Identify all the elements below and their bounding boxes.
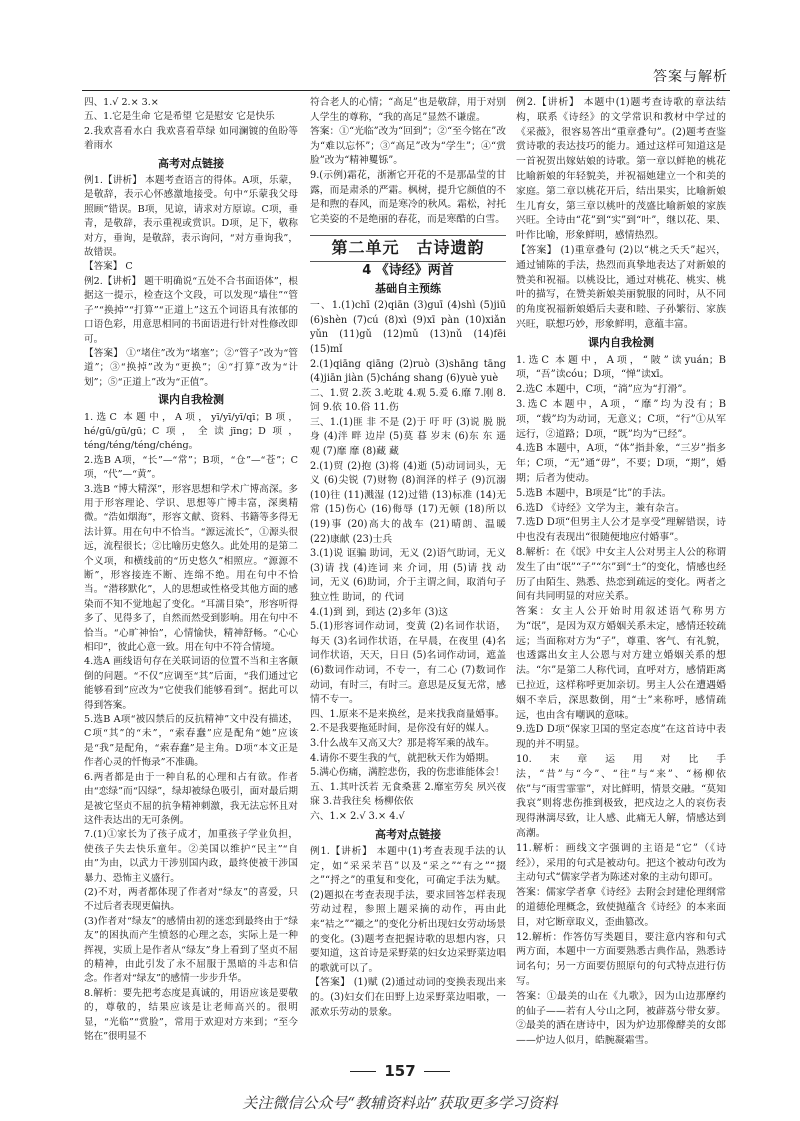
column-left bbox=[84, 96, 298, 1056]
page-header-title: 答案与解析 bbox=[653, 69, 728, 85]
paragraph: 11.解析：画线文字强调的主语是“它”（《诗经》），采用的句式是被动句。把这个被动句改为主动句式“儒家学者为陈述对象的主动句即可。 bbox=[516, 842, 726, 884]
paragraph: 6.两者都是由于一种自私的心理和占有欲。作者由“恋绿”而“囚绿”，绿却被绿色吸引，面对最后期是被它坚贞不屈的抗争精神刺激，我无法忘怀且对这件表达出的无可条例。 bbox=[84, 771, 298, 826]
paragraph: 5.(1)形容词作动词，变黄 (2)名词作状语，每天 (3)名词作状语，在早晨，在夜里 (4)名词作状语，天天，日日 (5)名词作动词，遮盖 (6)数词作动词，不专一，有二心 (7)数词作动词，有时三，有时三。意思是反复无常，感情不专一。 bbox=[310, 621, 506, 706]
paragraph: 3.(1)说 诓骗 助词，无义 (2)语气助词，无义 (3)请 找 (4)连词 来 介词，用 (5)请 找 动词，无义 (6)助词，介于主谓之间，取消句子独立性 助词，的 代词 bbox=[310, 548, 506, 603]
page-number bbox=[0, 1062, 800, 1080]
paragraph: 12.解析：作答仿写类题目，要注意内容和句式两方面，本题中一方面要熟悉古典作品，熟悉诗词名句；另一方面要仿照原句的句式特点进行仿写。 bbox=[516, 931, 726, 988]
lesson-title: 4 《诗经》两首 bbox=[362, 262, 454, 278]
paragraph: 二、1.贸 2.茨 3.屹耽 4.观 5.爰 6.靡 7.刚 8.饲 9.依 10.俗 11.伤 bbox=[310, 387, 506, 414]
paragraph: 符合老人的心情；“高足”也是敬辞，用于对别人学生的尊称，“我的高足”显然不谦虚。 bbox=[310, 97, 506, 123]
paragraph: 【答案】 ①“堵住”改为“堵塞”；②“管子”改为“管道”；③“换掉”改为“更换”；④“打算”改为“计划”；⑤“正道上”改为“正值”。 bbox=[84, 347, 298, 388]
section-heading: 课内自我检测 bbox=[588, 335, 654, 349]
header-rule bbox=[82, 90, 730, 91]
paragraph: 【答案】 (1)赋 (2)通过动词的变换表现出来的。(3)妇女们在田野上边采野菜边唱歌，一派欢乐劳动的景象。 bbox=[310, 977, 506, 1018]
paragraph: 2.选B A项，“长”—“常”；B项，“仓”—“苍”；C项，“代”—“黄”。 bbox=[84, 454, 298, 481]
paragraph: (2)不对，两者都体现了作者对“绿友”的喜爱，只不过后者表现更偏执。 bbox=[84, 886, 298, 913]
paragraph: 四、1.√ 2.× 3.× bbox=[84, 97, 159, 108]
paragraph: (3)作者对“绿友”的感情由初的迷恋到最终由于“绿友”的困执而产生愤怒的心理之态，实际上是一种挥视，实质上是作者从“绿友”身上看到了坚贞不屈的精神，由此引发了永不屈服于黑暗的斗志和信念。作者对“绿友”的感情一步步升华。 bbox=[84, 915, 298, 985]
paragraph: 4.选A 画线语句存在关联词语的位置不当和主客颠倒的问题。“不仅”应调至“其”后面，“我们通过它能够看到”应改为“它使我们能够看到”。据此可以得到答案。 bbox=[84, 656, 298, 711]
paragraph: 9.(示例)霜花，浙淅它开花的不是那晶莹的甘露，而是肃杀的严霜。枫树，提升它颜值的不是和煦的春风，而是寒冷的秋风。霜松，衬托它美姿的不是绝丽的春花，而是寒酷的白雪。 bbox=[310, 169, 506, 225]
page-number-text: 157 bbox=[384, 1062, 416, 1080]
footer-note: 关注微信公众号“教辅资料站”获取更多学习资料 bbox=[242, 1094, 558, 1112]
paragraph: 六、1.× 2.√ 3.× 4.√ bbox=[310, 810, 405, 822]
paragraph: 例2.【讲析】 题干明确说“五处不合书面语体”，根据这一提示，检查这个文段，可以发现“墙住”“管子”“换掉”“打算”“正道上”这五个词语具有浓郁的口语色彩，用意思相同的书面语进行针对性修改即可。 bbox=[84, 275, 298, 345]
paragraph: 五、1.它是生命 它是希望 它是慰安 它是快乐 bbox=[84, 111, 275, 123]
paragraph: 三、1.(1)匪 非 不是 (2)于 吁 吁 (3)说 脱 脱身 (4)泮 畔 边岸 (5)莫 暮 岁末 (6)东 东 遥 观 (7)靡 靡 (8)藏 藏 bbox=[310, 416, 506, 458]
paragraph: 五、1.其叶沃若 无食桑葚 2.靡室劳矣 夙兴夜寐 3.昔我往矣 杨柳依依 bbox=[310, 781, 506, 808]
section-heading: 高考对点链接 bbox=[158, 156, 224, 170]
section-heading: 基础自主预练 bbox=[375, 281, 441, 295]
paragraph: 2.选C 本题中，C项，“淌”应为“打滑”。 bbox=[516, 384, 693, 396]
paragraph: 答案：①最美的山在《九歌》，因为山边那摩约的仙子——若有人兮山之阿，被薜荔兮带女萝。②最美的酒在唐诗中，因为炉边那像酵美的女郎——炉边人似月，皓腕凝霜雪。 bbox=[516, 990, 726, 1047]
paragraph: 10.末章运用对比手法，“昔”与“今”、“往”与“来”、“杨柳依依”与“雨雪霏霏”，对比鲜明，情景交融。“莫知我哀”则将悲伤推到极致，把戍边之人的哀伤表现得淋漓尽致，让人感、此痛无人解，情感达到高潮。 bbox=[516, 754, 726, 840]
paragraph: 3.选C 本题中，A项，“靡”均为没有；B项，“载”均为动词，无意义；C项，“行”①从军远行，②道路；D项，“既”均为“已经”。 bbox=[516, 398, 726, 440]
paragraph: 5.满心伤痛，满腔悲伤，我的伤悲谁能体会！ bbox=[310, 767, 505, 779]
paragraph: 1.选C 本题中，A项，“陂”读yuán；B项，“吾”读cóu；D项，“惮”读xī。 bbox=[516, 354, 726, 381]
paragraph: 4.(1)到 到，到达 (2)多年 (3)这 bbox=[310, 606, 449, 618]
column-middle bbox=[310, 96, 506, 1056]
paragraph: 四、1.原来不是来换丝，是来找我商量婚事。 bbox=[310, 708, 505, 720]
paragraph: 4.请你不要生我的气，就把秋天作为婚期。 bbox=[310, 752, 495, 764]
paragraph: 【答案】 (1)重章叠句 (2)以“桃之夭夭”起兴，通过铺陈的手法，热烈而真挚地表达了对新娘的赞美和祝福。以桃设比，通过对桃花、桃实、桃叶的描写，在赞美新娘美丽貌服的同时，从不同的角度祝福新娘婚后夫妻和睦、子孙繁衍、家族兴旺，联想巧妙，形象鲜明，意蕴丰富。 bbox=[516, 244, 726, 330]
page-number-rule-left bbox=[350, 1071, 376, 1072]
paragraph: 5.选B A项“被囚禁后的反抗精神”文中没有描述，C项“其”的“未”，“索春蠢”应是配角“她”应该是“我”是配角，“索春蠢”是主角。D项“本文正是作者心灵的忏悔录”不准确。 bbox=[84, 714, 298, 769]
paragraph: 7.(1)①家长为了孩子成才，加重孩子学业负担，使孩子失去快乐童年。②美国以维护“民主”“自由”为由，以武力干涉别国内政，最终使被干涉国暴力、恐怖主义盛行。 bbox=[84, 829, 298, 884]
paragraph: 8.解析：要先把考态度是真诚的，用语应该是要敬的，尊敬的，结果应该是让老师高兴的。很明显，“光临”“赏脸”，常用于欢迎对方来到；“至今铭在”很明显不 bbox=[84, 987, 298, 1042]
paragraph: 5.选B 本题中，B项是“比”的手法。 bbox=[516, 487, 672, 499]
paragraph: 一、1.(1)chī (2)qiān (3)guī (4)shì (5)jiū (6)shèn (7)cú (8)xì (9)xī pàn (10)xiǎn yǔn (11)gǔ (12)mǔ (13)nǔ (14)fēi (15)mǐ bbox=[310, 300, 506, 355]
paragraph: 3.什么战车又高又大？那是将军乘的战车。 bbox=[310, 737, 495, 749]
paragraph: 答案：①“光临”改为“回到”；②“至今铭在”改为“难以忘怀”；③“高足”改为“学生”；④“赏脸”改为“精神矍铄”。 bbox=[310, 126, 506, 167]
page-number-rule-right bbox=[424, 1071, 450, 1072]
paragraph: 4.选B 本题中，A项，“体”指卦象，“三岁”指多年；C项，“无”通“毋”，不要；D项，“期”，婚期；后者为使动。 bbox=[516, 443, 726, 484]
paragraph: 1.选C 本题中，A项，yī/yī/yī/qī；B项，hé/gū/gū/gū；C项，全读jīng；D项，téng/téng/téng/chéng。 bbox=[84, 411, 298, 452]
unit-title: 第二单元 古诗遗韵 bbox=[310, 235, 506, 262]
paragraph: 答案：女主人公开始时用叙述语气称男方为“氓”，是因为双方婚姻关系未定，感情还较疏远；当面称对方为“子”，尊重、客气、有礼貌，也透露出女主人公恩与对方建立婚姻关系的想法。“尔”是第二人称代词，直呼对方，感情距离已拉近，这样称呼更加亲切。男主人公在遭遇婚姻不幸后，深思数倒，用“士”来称呼，感情疏远，也由含有嘲讽的意味。 bbox=[516, 606, 726, 721]
paragraph: 6.选D 《诗经》文学为主，兼有杂言。 bbox=[516, 502, 685, 514]
paragraph: 例1.【讲析】 本题考查语言的得体。A项，乐蒙，是敬辞，表示心怀感激地接受。句中“乐蒙我父母照顾”错误。B项，见谅，请求对方原谅。C项，垂青，是敬辞，表示重视或赏识。D项，足下，敬称对方，垂询，是敬辞，表示询问，“对方垂询我”，故错误。 bbox=[84, 175, 298, 259]
paragraph: 例1.【讲析】 本题中(1)考查表现手法的认定，如“采采芣苢”以及“采之”“有之”“掇之”“捋之”的重复和变化，可确定手法为赋。(2)题拟在考查表现手法，要求回答怎样表现劳动过程，参照上题采摘的动作，再由此来“袺之”“襭之”的变化分析出现妇女劳动场景的变化。(3)题考查把握诗歌的思想内容，只要知道，这首诗是采野菜的妇女边采野菜边唱的歌就可以了。 bbox=[310, 846, 506, 974]
paragraph: 答案：儒家学者拿《诗经》去附会封建伦理纲常的道德伦理概念，致使抛蕴含《诗经》的本来面目，对它断章取义，歪曲篡改。 bbox=[516, 887, 726, 928]
paragraph: 2.我欢喜看水白 我欢喜看草绿 如同澜镀的鱼盼等着雨水 bbox=[84, 125, 298, 152]
paragraph: 3.选B “博大精深”，形容思想和学术广博高深。多用于形容理论、学识、思想等广博丰富，深奥精微。“浩如烟海”，形容文献、资料、书籍等多得无法计算。用在句中不恰当。“源远流长”，①源头很远，流程很长；②比喻历史悠久。此处用的是第二个义项，和横线前的“历史悠久”相照应。“源源不断”，形容接连不断、连绵不绝。用在句中不恰当。“潜移默化”，人的思想或性格受其他方面的感染而不知不觉地起了变化。“耳濡目染”，形容听得多了、见得多了，自然而然受到影响。用在句中不恰当。“心旷神怡”，心情愉快，精神舒畅。“心心相印”，彼此心意一致。用在句中不符合情境。 bbox=[84, 483, 298, 654]
paragraph: 2.不是我要拖延时间，是你没有好的媒人。 bbox=[310, 723, 495, 735]
column-right bbox=[516, 96, 726, 1056]
paragraph: 例2.【讲析】 本题中(1)题考查诗歌的章法结构，联系《诗经》的文学常识和教材中学过的《采薇》，很容易答出“重章叠句”。(2)题考查鉴赏诗歌的表达技巧的能力。通过这样可知道这是一首祝贺出嫁姑娘的诗歌。第一章以鲜艳的桃花比喻新娘的年轻貌美，并祝福她建立一个和美的家庭。第二章以桃花开后，结出果实，比喻新娘生儿育女，第三章以桃叶的茂盛比喻新娘的家族兴旺。全诗由“花”到“实”到“叶”，继以花、果、叶作比喻，形象鲜明，感情热烈。 bbox=[516, 97, 726, 242]
paragraph: 2.(1)贸 (2)抱 (3)将 (4)逝 (5)动词词头，无义 (6)尖锐 (7)财物 (8)润泽的样子 (9)沉溺 (10)往 (11)溅湿 (12)过错 (13)标准 (14)无常 (15)伤心 (16)侮辱 (17)无顿 (18)所以 (19)事 (20)高大的战车 (21)晴朗、温暖 (22)康献 (23)士兵 bbox=[310, 460, 506, 545]
paragraph: 9.选D D项“保家卫国的坚定态度”在这首诗中表现的并不明显。 bbox=[516, 724, 726, 751]
paragraph: 7.选D D项“但男主人公才是享受”理解错误，诗中也没有表现出“很随便地应付婚事”。 bbox=[516, 517, 726, 544]
paragraph: 8.解析：在《氓》中女主人公对男主人公的称谓发生了由“氓”“子”“尔”到“士”的变化，情感也经历了由陌生、熟悉、热恋到疏远的变化。两者之间有共同明显的对应关系。 bbox=[516, 546, 726, 603]
paragraph: 2.(1)qiāng qiāng (2)ruò (3)shāng tāng (4)jiān jiàn (5)cháng shang (6)yuè yuè bbox=[310, 358, 506, 385]
paragraph: 【答案】 C bbox=[84, 261, 133, 273]
section-heading: 高考对点链接 bbox=[375, 827, 441, 841]
section-heading: 课内自我检测 bbox=[158, 393, 224, 407]
